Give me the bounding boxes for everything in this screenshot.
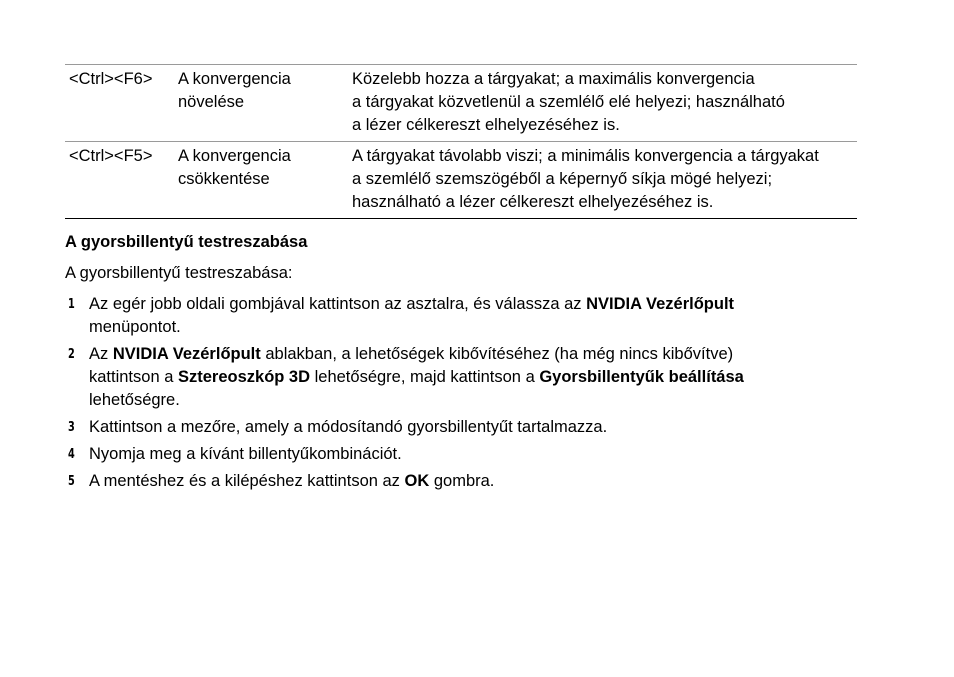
shortcut-name — [178, 142, 352, 219]
step-number: 4 — [68, 447, 75, 462]
table-row — [65, 65, 857, 142]
step-line — [89, 366, 857, 389]
document-page — [65, 64, 857, 497]
step-line — [89, 470, 857, 493]
step-emphasis: NVIDIA Vezérlőpult — [586, 295, 735, 313]
shortcut-name-line: A konvergencia — [178, 70, 291, 88]
shortcut-desc-line: használható a lézer célkereszt elhelyezéséhez is. — [352, 193, 714, 211]
shortcut-desc-line: Közelebb hozza a tárgyakat; a maximális konvergencia — [352, 70, 755, 88]
shortcut-key: <Ctrl><F6> — [69, 70, 153, 88]
step-number: 2 — [68, 347, 75, 362]
shortcut-desc-line: a szemlélő szemszögéből a képernyő síkja mögé helyezi; — [352, 170, 773, 188]
step-line: lehetőségre. — [89, 391, 180, 409]
step-line: Nyomja meg a kívánt billentyűkombinációt. — [89, 445, 402, 463]
shortcut-name-line: csökkentése — [178, 170, 270, 188]
list-item — [65, 343, 857, 412]
shortcut-name — [178, 65, 352, 142]
list-item — [65, 443, 857, 466]
shortcut-table — [65, 64, 857, 219]
step-line: menüpontot. — [89, 318, 181, 336]
step-text: Az — [89, 345, 113, 363]
shortcut-key: <Ctrl><F5> — [69, 147, 153, 165]
shortcut-description — [352, 142, 857, 219]
step-text: A mentéshez és a kilépéshez kattintson az — [89, 472, 405, 490]
table-row — [65, 142, 857, 219]
step-line — [89, 293, 857, 316]
step-text: Az egér jobb oldali gombjával kattintson az asztalra, és válassza az — [89, 295, 587, 313]
list-item — [65, 293, 857, 339]
shortcut-name-line: növelése — [178, 93, 245, 111]
list-item — [65, 470, 857, 493]
step-line — [89, 343, 857, 366]
step-text: gombra. — [429, 472, 495, 490]
step-emphasis: OK — [404, 472, 430, 490]
shortcut-desc-line: a tárgyakat közvetlenül a szemlélő elé helyezi; használható — [352, 93, 785, 111]
steps-list — [65, 293, 857, 493]
shortcut-name-line: A konvergencia — [178, 147, 291, 165]
shortcut-desc-line: A tárgyakat távolabb viszi; a minimális konvergencia a tárgyakat — [352, 147, 819, 165]
step-emphasis: NVIDIA Vezérlőpult — [112, 345, 261, 363]
step-text: ablakban, a lehetőségek kibővítéséhez (ha még nincs kibővítve) — [260, 345, 734, 363]
section-intro: A gyorsbillentyű testreszabása: — [65, 264, 293, 282]
step-line: Kattintson a mezőre, amely a módosítandó gyorsbillentyűt tartalmazza. — [89, 418, 608, 436]
step-text: kattintson a — [89, 368, 178, 386]
step-emphasis: Gyorsbillentyűk beállítása — [539, 368, 744, 386]
step-text: lehetőségre, majd kattintson a — [310, 368, 540, 386]
shortcut-description — [352, 65, 857, 142]
step-number: 5 — [68, 474, 75, 489]
step-number: 1 — [68, 297, 75, 312]
list-item — [65, 416, 857, 439]
shortcut-desc-line: a lézer célkereszt elhelyezéséhez is. — [352, 116, 620, 134]
section-heading: A gyorsbillentyű testreszabása — [65, 233, 308, 251]
step-number: 3 — [68, 420, 75, 435]
step-emphasis: Sztereoszkóp 3D — [177, 368, 311, 386]
